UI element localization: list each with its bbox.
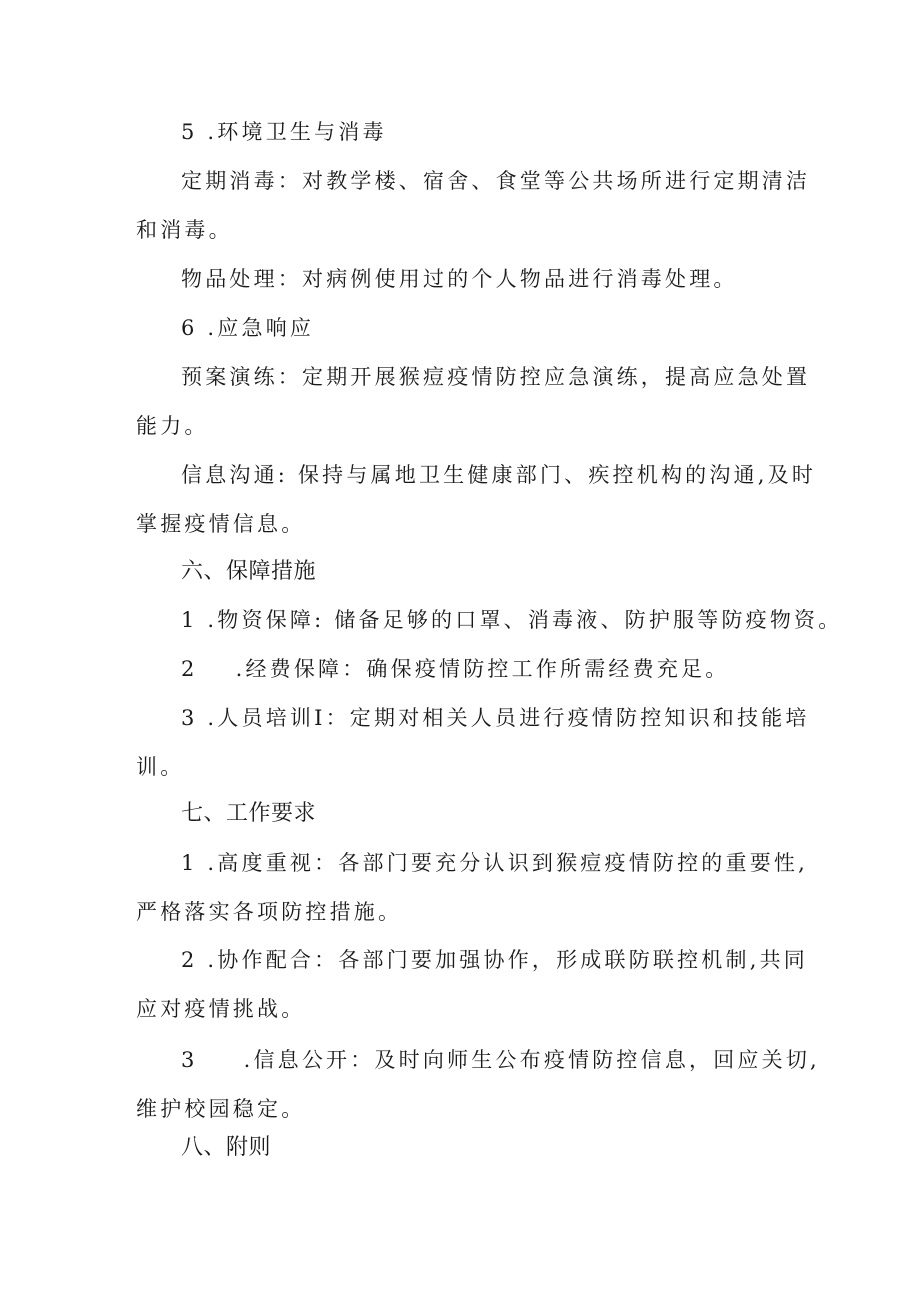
- part6-item2-text: .经费保障：确保疫情防控工作所需经费充足。: [235, 657, 730, 681]
- section6-item1-line1: 预案演练：定期开展猴痘疫情防控应急演练，提高应急处置: [181, 365, 811, 389]
- part7-item1-line2: 严格落实各项防控措施。: [136, 900, 403, 924]
- part8-heading: 八、附则: [181, 1135, 272, 1160]
- part7-item3-text: .信息公开：及时向师生公布疫情防控信息，回应关切,: [243, 1048, 820, 1072]
- part6-item3-line2: 训。: [136, 755, 185, 779]
- section5-item2: 物品处理：对病例使用过的个人物品进行消毒处理。: [181, 267, 738, 291]
- section6-item2-line1: 信息沟通: 保持与属地卫生健康部门、疾控机构的沟通,及时: [181, 463, 817, 487]
- part7-heading: 七、工作要求: [181, 801, 317, 826]
- part6-item2: [181, 655, 729, 683]
- part6-item2-number: 2: [181, 657, 198, 681]
- section5-heading: 5 .环境卫生与消毒: [181, 120, 387, 144]
- part7-item2-line2: 应对疫情挑战。: [136, 997, 306, 1021]
- part7-item2-line1: 2 .协作配合：各部门要加强协作，形成联防联控机制,共同: [181, 948, 808, 972]
- part7-item3-line1: [181, 1046, 820, 1074]
- part6-heading: 六、保障措施: [181, 559, 317, 584]
- part7-item3-line2: 维护校园稳定。: [136, 1097, 306, 1121]
- section5-item1-line1: 定期消毒：对教学楼、宿舍、食堂等公共场所进行定期清洁: [181, 169, 811, 193]
- part6-item3-line1: 3 .人员培训I：定期对相关人员进行疫情防控知识和技能培: [181, 706, 810, 730]
- part7-item3-number: 3: [181, 1048, 198, 1072]
- section6-heading: 6 .应急响应: [181, 316, 315, 340]
- section6-item2-line2: 掌握疫情信息。: [136, 512, 306, 536]
- section5-item1-line2: 和消毒。: [136, 218, 233, 242]
- part7-item1-line1: 1 .高度重视：各部门要充分认识到猴痘疫情防控的重要性,: [181, 851, 808, 875]
- section6-item1-line2: 能力。: [136, 414, 209, 438]
- part6-item1: 1 .物资保障: 储备足够的口罩、消毒液、防护服等防疫物资。: [181, 608, 843, 632]
